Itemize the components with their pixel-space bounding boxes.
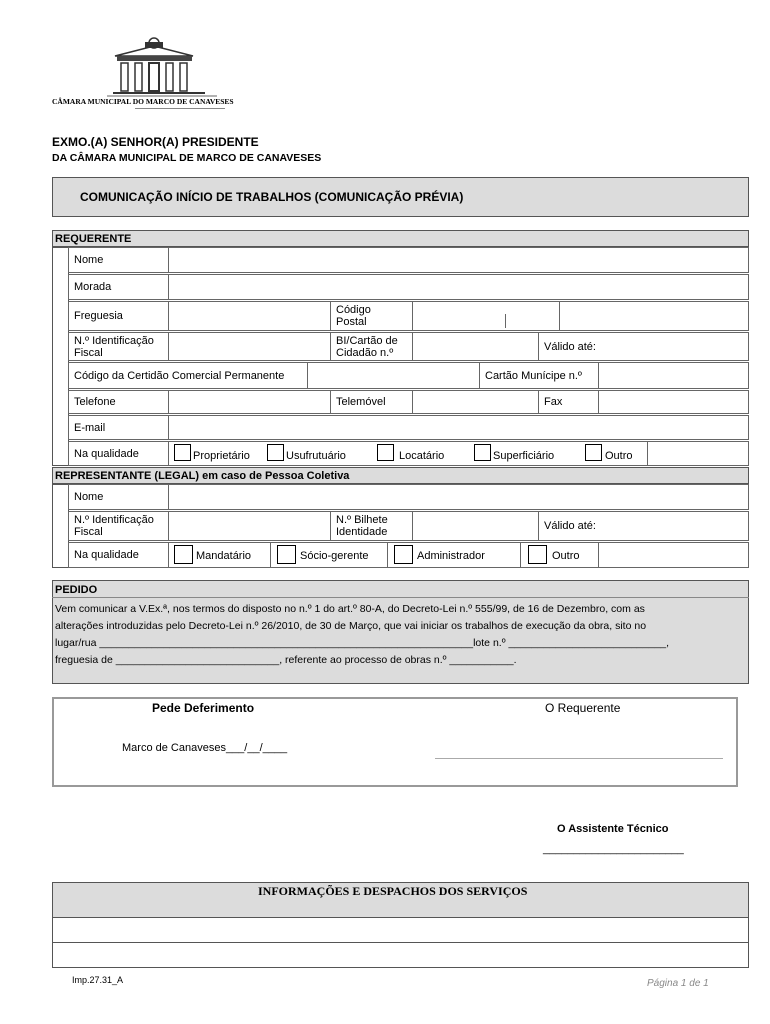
label-nif — [68, 332, 169, 361]
label-nome: Nome — [68, 247, 169, 273]
nome-field[interactable] — [168, 247, 749, 273]
pedido-text — [55, 601, 747, 669]
option-socio-gerente: Sócio-gerente — [300, 550, 369, 562]
pedido-heading: PEDIDO — [55, 584, 98, 596]
rep-nif-line1: N.º Identificação — [74, 514, 154, 526]
org-name: CÂMARA MUNICIPAL DO MARCO DE CANAVESES — [52, 97, 234, 106]
town-hall-icon — [105, 36, 220, 98]
checkbox-locatario[interactable] — [377, 444, 394, 461]
label-cartao-municipe: Cartão Munícipe n.º — [479, 362, 599, 389]
local-data: Marco de Canaveses___/__/____ — [122, 742, 288, 754]
fax-field[interactable] — [598, 390, 749, 414]
telemovel-field[interactable] — [412, 390, 539, 414]
bi-line1: BI/Cartão de — [336, 334, 398, 347]
bi-line2: Cidadão n.º — [336, 346, 394, 359]
representante-heading: REPRESENTANTE (LEGAL) em caso de Pessoa Coletiva — [55, 470, 350, 482]
rep-bi-line2: Identidade — [336, 526, 388, 538]
label-valido-ate: Válido até: — [538, 332, 749, 361]
codigo-postal-field[interactable] — [412, 301, 560, 331]
checkbox-mandatario[interactable] — [174, 545, 193, 564]
checkbox-superficiario[interactable] — [474, 444, 491, 461]
option-locatario: Locatário — [399, 450, 445, 462]
option-superficiario: Superficiário — [493, 450, 555, 462]
o-requerente: O Requerente — [545, 701, 621, 715]
requerente-heading: REQUERENTE — [55, 233, 132, 245]
label-rep-bi — [330, 511, 413, 541]
rep-bi-field[interactable] — [412, 511, 539, 541]
rep-nome-field[interactable] — [168, 484, 749, 510]
municipal-logo — [105, 36, 220, 98]
label-rep-valido-ate: Válido até: — [538, 511, 749, 541]
label-na-qualidade: Na qualidade — [68, 441, 169, 466]
rep-nif-line2: Fiscal — [74, 526, 103, 538]
option-usufrutuario: Usufrutuário — [286, 450, 346, 462]
checkbox-administrador[interactable] — [394, 545, 413, 564]
option-administrador: Administrador — [417, 550, 485, 562]
rep-qualidade-outro-field[interactable] — [598, 542, 749, 568]
form-code: Imp.27.31_A — [72, 975, 124, 985]
qualidade-outro-field[interactable] — [647, 441, 749, 466]
label-certidao: Código da Certidão Comercial Permanente — [68, 362, 308, 389]
label-freguesia: Freguesia — [68, 301, 169, 331]
pedido-line1: Vem comunicar a V.Ex.ª, nos termos do disposto no n.º 1 do art.º 80-A, do Decreto-Lei n.º 555/99, de 16 de Dezembro, com as — [55, 603, 645, 615]
bi-field[interactable] — [412, 332, 539, 361]
informacoes-title: INFORMAÇÕES E DESPACHOS DOS SERVIÇOS — [258, 884, 528, 898]
telefone-field[interactable] — [168, 390, 331, 414]
nif-line1: N.º Identificação — [74, 334, 154, 347]
logo-underline — [135, 108, 225, 109]
informacoes-row-2[interactable] — [52, 942, 749, 968]
pedido-line2: alterações introduzidas pelo Decreto-Lei n.º 26/2010, de 30 de Março, que vai iniciar os trabalhos de execução da obra, sito no — [55, 620, 647, 632]
codigo-postal-line1: Código — [336, 304, 371, 316]
requerente-header — [52, 230, 749, 247]
label-bi — [330, 332, 413, 361]
rep-nif-field[interactable] — [168, 511, 331, 541]
freguesia-field[interactable] — [168, 301, 331, 331]
cartao-municipe-field[interactable] — [598, 362, 749, 389]
label-rep-nif — [68, 511, 169, 541]
pedido-header-divider — [52, 597, 749, 598]
checkbox-socio-gerente[interactable] — [277, 545, 296, 564]
pede-deferimento: Pede Deferimento — [152, 701, 255, 715]
label-codigo-postal — [330, 301, 413, 331]
codigo-postal-separator — [505, 314, 506, 328]
morada-field[interactable] — [168, 274, 749, 300]
assistente-title: O Assistente Técnico — [557, 823, 669, 835]
label-rep-na-qualidade: Na qualidade — [68, 542, 169, 568]
requerente-left-margin — [52, 247, 69, 466]
label-rep-nome: Nome — [68, 484, 169, 510]
label-telemovel: Telemóvel — [330, 390, 413, 414]
checkbox-outro[interactable] — [585, 444, 602, 461]
rep-bi-line1: N.º Bilhete — [336, 514, 388, 526]
codigo-postal-ext-field[interactable] — [559, 301, 749, 331]
assistente-signature-line[interactable]: _______________________ — [543, 843, 684, 855]
option-mandatario: Mandatário — [196, 550, 252, 562]
label-email: E-mail — [68, 415, 169, 440]
requerente-signature-line[interactable] — [435, 758, 723, 759]
label-telefone: Telefone — [68, 390, 169, 414]
pedido-line3: lugar/rua ________________________________________________________________lote n.º ___________________________, — [55, 637, 670, 649]
addressee-line2: DA CÂMARA MUNICIPAL DE MARCO DE CANAVESES — [52, 152, 322, 164]
page-number: Página 1 de 1 — [647, 978, 709, 989]
nif-line2: Fiscal — [74, 346, 103, 359]
representante-left-margin — [52, 484, 69, 568]
email-field[interactable] — [168, 415, 749, 440]
nif-field[interactable] — [168, 332, 331, 361]
checkbox-rep-outro[interactable] — [528, 545, 547, 564]
informacoes-row-1[interactable] — [52, 917, 749, 943]
addressee-line1: EXMO.(A) SENHOR(A) PRESIDENTE — [52, 135, 259, 149]
checkbox-usufrutuario[interactable] — [267, 444, 284, 461]
pedido-line4: freguesia de ____________________________, referente ao processo de obras n.º ___________. — [55, 654, 517, 666]
option-proprietario: Proprietário — [193, 450, 250, 462]
option-rep-outro: Outro — [552, 550, 580, 562]
form-title: COMUNICAÇÃO INÍCIO DE TRABALHOS (COMUNICAÇÃO PRÉVIA) — [80, 190, 464, 204]
option-outro: Outro — [605, 450, 633, 462]
certidao-field[interactable] — [307, 362, 480, 389]
label-fax: Fax — [538, 390, 599, 414]
checkbox-proprietario[interactable] — [174, 444, 191, 461]
codigo-postal-line2: Postal — [336, 316, 367, 328]
label-morada: Morada — [68, 274, 169, 300]
